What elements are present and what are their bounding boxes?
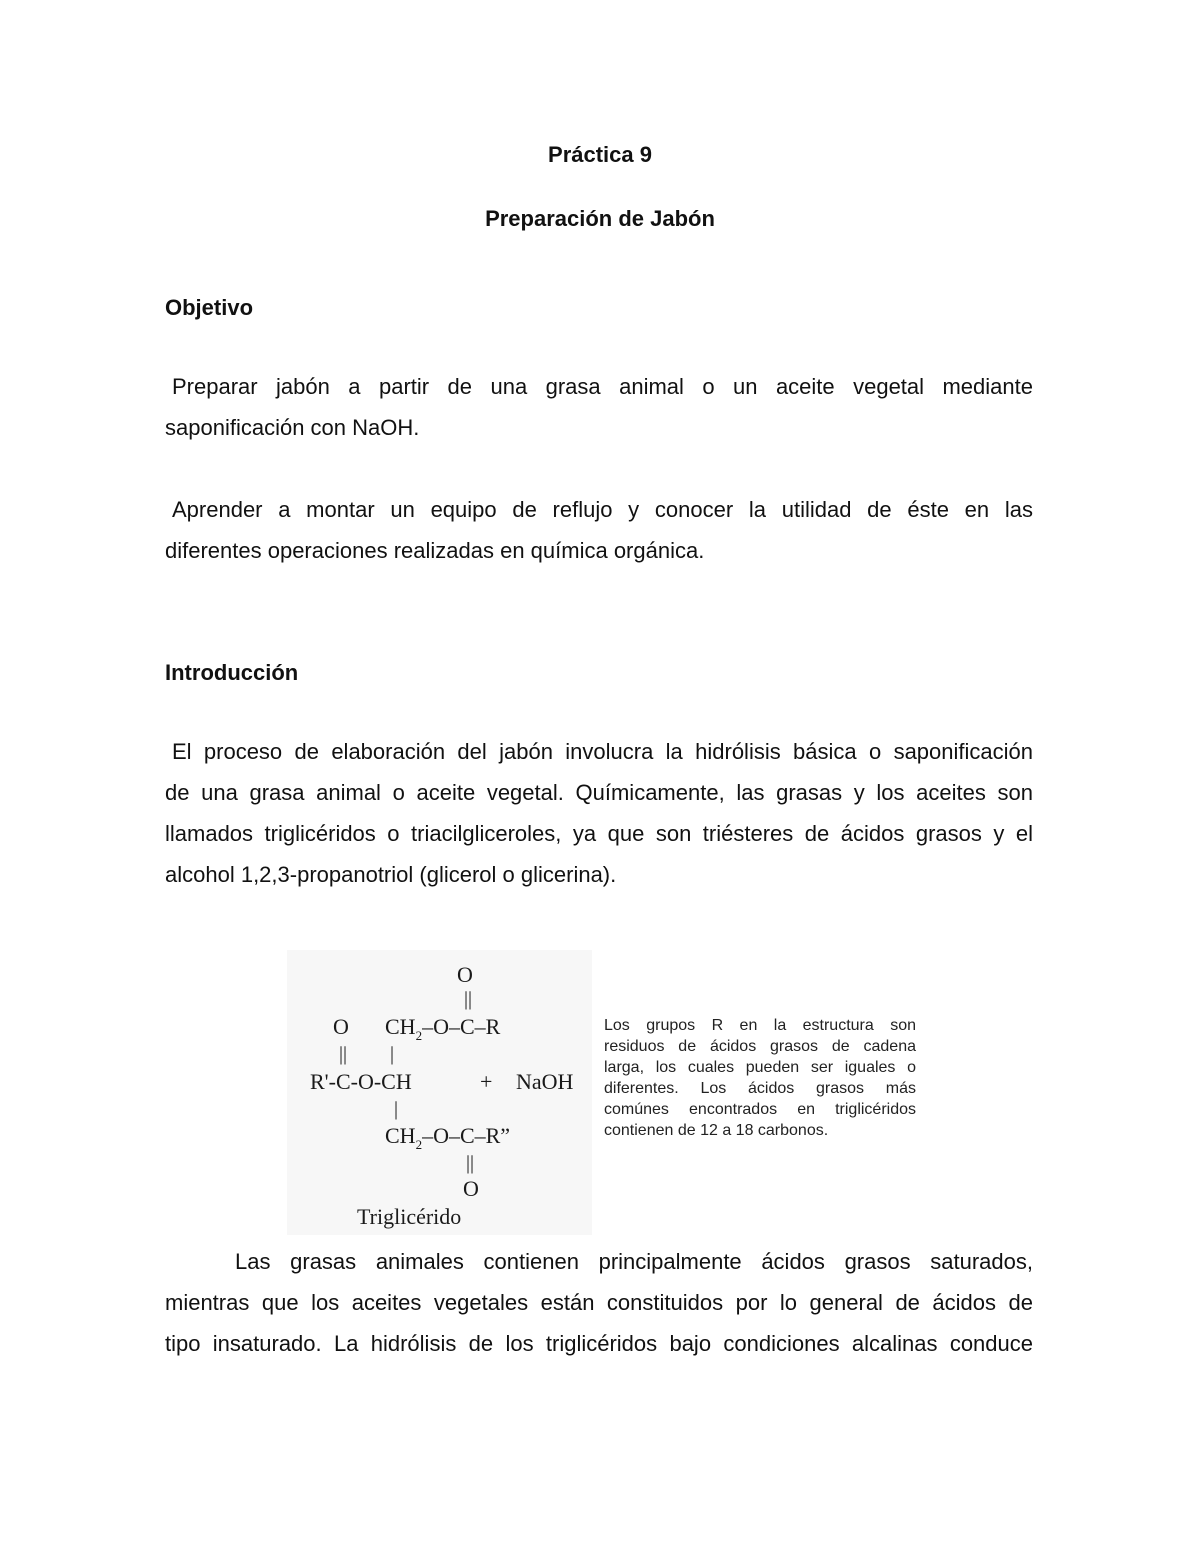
text-line: Las grasas animales contienen principalmente ácidos grasos saturados,: [235, 1249, 1033, 1274]
text-line: Aprender a montar un equipo de reflujo y conocer la utilidad de éste en las: [172, 497, 1033, 522]
ch2-ester-top: $CH_2-O-C-R$: [385, 1014, 501, 1043]
carbonyl-oxygen-top: O: [457, 962, 473, 987]
caption-line: contienen de 12 a 18 carbonos.: [604, 1122, 829, 1139]
single-bond-lower: |: [394, 1098, 399, 1120]
introduction-paragraph-1: [165, 731, 1033, 895]
introduction-paragraph-2: [165, 1241, 1033, 1364]
introduction-heading: Introducción: [165, 660, 299, 685]
text-line: saponificación con NaOH.: [165, 415, 420, 440]
text-line: El proceso de elaboración del jabón involucra la hidrólisis básica o saponificación: [172, 739, 1033, 764]
caption-line: larga, los cuales pueden ser iguales o: [604, 1059, 916, 1076]
caption-line: residuos de ácidos grasos de cadena: [604, 1038, 916, 1055]
caption-line: comúnes encontrados en triglicéridos: [604, 1101, 916, 1118]
carbonyl-oxygen-bottom: O: [463, 1176, 479, 1201]
text-line: tipo insaturado. La hidrólisis de los triglicéridos bajo condiciones alcalinas conduce: [165, 1331, 1033, 1356]
text-line: Preparar jabón a partir de una grasa animal o un aceite vegetal mediante: [172, 374, 1033, 399]
figure-caption: [604, 1015, 916, 1141]
objective-paragraph-1: [165, 366, 1033, 448]
text-line: alcohol 1,2,3-propanotriol (glicerol o glicerina).: [165, 862, 617, 887]
text-line: mientras que los aceites vegetales están constituidos por lo general de ácidos de: [165, 1290, 1033, 1315]
r-prime-ester: R'-C-O-CH: [310, 1069, 412, 1094]
double-bond-left: ||: [339, 1043, 348, 1065]
objective-paragraph-2: [165, 489, 1033, 571]
ch2-ester-bottom: $CH_2-O-C-R$”: [385, 1123, 511, 1152]
triglyceride-structure-figure: [287, 950, 592, 1235]
objective-heading: Objetivo: [165, 295, 254, 320]
caption-line: diferentes. Los ácidos grasos más: [604, 1080, 916, 1097]
carbonyl-oxygen-left: O: [333, 1014, 349, 1039]
triglyceride-label: Triglicérido: [357, 1204, 462, 1229]
double-bond-bottom: ||: [466, 1152, 475, 1174]
caption-line: Los grupos R en la estructura son: [604, 1017, 916, 1034]
naoh-reagent: NaOH: [516, 1069, 574, 1094]
single-bond-upper: |: [390, 1043, 395, 1065]
text-line: diferentes operaciones realizadas en química orgánica.: [165, 538, 705, 563]
text-line: llamados triglicéridos o triacilgliceroles, ya que son triésteres de ácidos grasos y el: [165, 821, 1033, 846]
text-line: de una grasa animal o aceite vegetal. Químicamente, las grasas y los aceites son: [165, 780, 1033, 805]
plus-sign: +: [480, 1069, 493, 1094]
practice-title: Práctica 9: [548, 142, 652, 167]
double-bond-top: ||: [464, 988, 473, 1010]
document-subtitle: Preparación de Jabón: [485, 206, 715, 231]
